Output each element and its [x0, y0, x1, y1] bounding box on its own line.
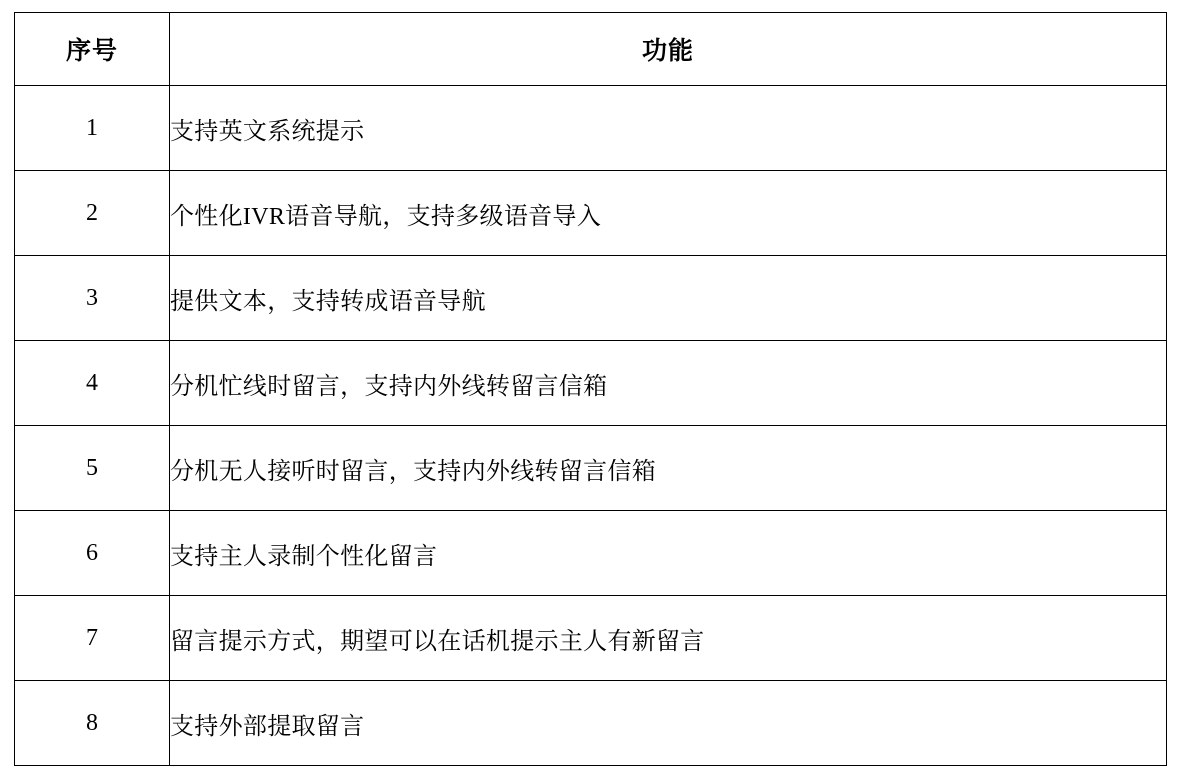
cell-feature: 支持主人录制个性化留言: [170, 511, 1167, 596]
table-row: [15, 596, 1167, 681]
cell-feature: 提供文本，支持转成语音导航: [170, 256, 1167, 341]
cell-feature: 分机忙线时留言，支持内外线转留言信箱: [170, 341, 1167, 426]
column-header-index: 序号: [15, 13, 170, 86]
feature-requirements-table: [14, 12, 1167, 766]
table-row: [15, 681, 1167, 766]
cell-index: 4: [15, 341, 170, 426]
cell-index: 7: [15, 596, 170, 681]
cell-feature: 支持英文系统提示: [170, 86, 1167, 171]
cell-feature: 留言提示方式，期望可以在话机提示主人有新留言: [170, 596, 1167, 681]
cell-feature: 分机无人接听时留言，支持内外线转留言信箱: [170, 426, 1167, 511]
table-row: [15, 341, 1167, 426]
cell-index: 2: [15, 171, 170, 256]
cell-index: 5: [15, 426, 170, 511]
table-header: [15, 13, 1167, 86]
table-row: [15, 426, 1167, 511]
cell-index: 3: [15, 256, 170, 341]
table-row: [15, 511, 1167, 596]
cell-index: 6: [15, 511, 170, 596]
table-row: [15, 171, 1167, 256]
cell-feature: 支持外部提取留言: [170, 681, 1167, 766]
cell-index: 8: [15, 681, 170, 766]
table-body: [15, 86, 1167, 766]
cell-feature: 个性化IVR语音导航，支持多级语音导入: [170, 171, 1167, 256]
table-row: [15, 86, 1167, 171]
table-header-row: [15, 13, 1167, 86]
table-row: [15, 256, 1167, 341]
column-header-feature: 功能: [170, 13, 1167, 86]
cell-index: 1: [15, 86, 170, 171]
